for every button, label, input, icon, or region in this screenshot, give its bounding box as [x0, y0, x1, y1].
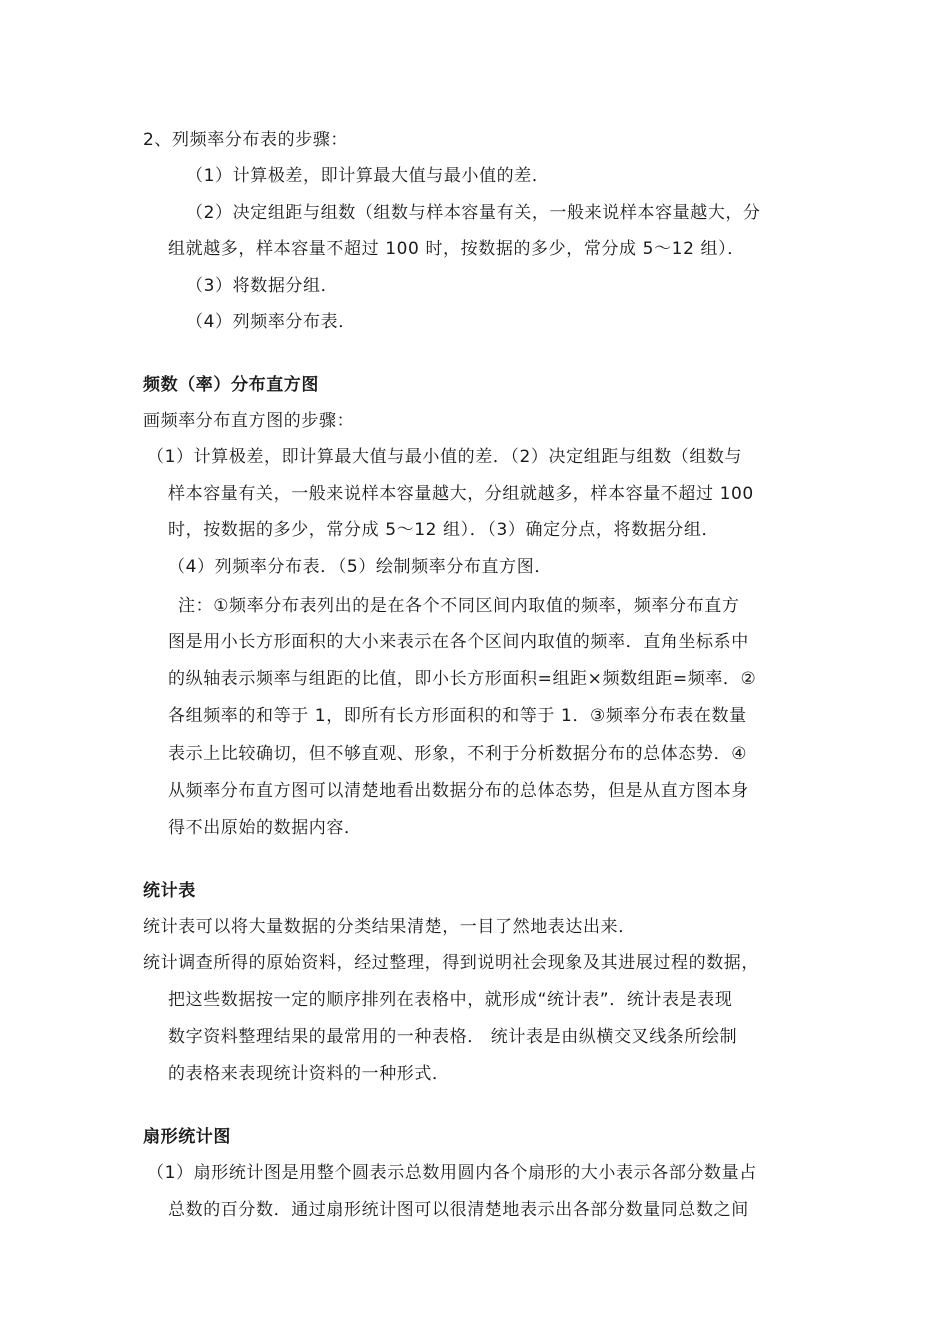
stat-table-line-1: 统计表可以将大量数据的分类结果清楚，一目了然地表达出来．	[143, 917, 636, 937]
histogram-steps-line-3: 时，按数据的多少，常分成 5～12 组）．（3）确定分点，将数据分组．	[168, 520, 720, 540]
histogram-steps-line-4: （4）列频率分布表．（5）绘制频率分布直方图．	[168, 557, 552, 577]
stat-table-line-4: 数字资料整理结果的最常用的一种表格． 统计表是由纵横交叉线条所绘制	[168, 1027, 738, 1047]
steps-table-title: 2、列频率分布表的步骤：	[143, 130, 349, 150]
histogram-intro: 画频率分布直方图的步骤：	[143, 411, 355, 431]
histogram-note-line-2: 图是用小长方形面积的大小来表示在各个区间内取值的频率．直角坐标系中	[168, 632, 749, 652]
histogram-note-line-3: 的纵轴表示频率与组距的比值，即小长方形面积=组距×频数组距=频率．②	[168, 669, 757, 689]
histogram-note-line-5: 表示上比较确切，但不够直观、形象，不利于分析数据分布的总体态势．④	[168, 744, 748, 764]
steps-table-step-3: （3）将数据分组．	[186, 276, 339, 296]
stat-table-line-5: 的表格来表现统计资料的一种形式．	[168, 1064, 450, 1084]
stat-table-line-3: 把这些数据按一定的顺序排列在表格中，就形成“统计表”．统计表是表现	[168, 990, 733, 1010]
histogram-note-line-4: 各组频率的和等于 1，即所有长方形面积的和等于 1．③频率分布表在数量	[168, 706, 747, 726]
stat-table-heading: 统计表	[143, 881, 196, 901]
pie-heading: 扇形统计图	[143, 1127, 231, 1147]
steps-table-step-4: （4）列频率分布表．	[186, 312, 356, 332]
stat-table-line-2: 统计调查所得的原始资料，经过整理，得到说明社会现象及其进展过程的数据，	[143, 953, 759, 973]
histogram-note-line-1: 注：①频率分布表列出的是在各个不同区间内取值的频率，频率分布直方	[178, 596, 740, 616]
steps-table-step-2-line-2: 组就越多，样本容量不超过 100 时，按数据的多少，常分成 5～12 组）．	[168, 239, 745, 259]
histogram-steps-line-2: 样本容量有关，一般来说样本容量越大，分组就越多，样本容量不超过 100	[168, 484, 754, 504]
pie-line-1: （1）扇形统计图是用整个圆表示总数用圆内各个扇形的大小表示各部分数量占	[147, 1163, 757, 1183]
histogram-note-line-6: 从频率分布直方图可以清楚地看出数据分布的总体态势，但是从直方图本身	[168, 781, 749, 801]
histogram-steps-line-1: （1）计算极差，即计算最大值与最小值的差．（2）决定组距与组数（组数与	[147, 447, 743, 467]
histogram-heading: 频数（率）分布直方图	[143, 375, 319, 395]
histogram-note-line-7: 得不出原始的数据内容．	[168, 818, 362, 838]
steps-table-step-2-line-1: （2）决定组距与组数（组数与样本容量有关，一般来说样本容量越大，分	[186, 203, 761, 223]
steps-table-step-1: （1）计算极差，即计算最大值与最小值的差．	[186, 166, 550, 186]
pie-line-2: 总数的百分数．通过扇形统计图可以很清楚地表示出各部分数量同总数之间	[168, 1200, 749, 1220]
